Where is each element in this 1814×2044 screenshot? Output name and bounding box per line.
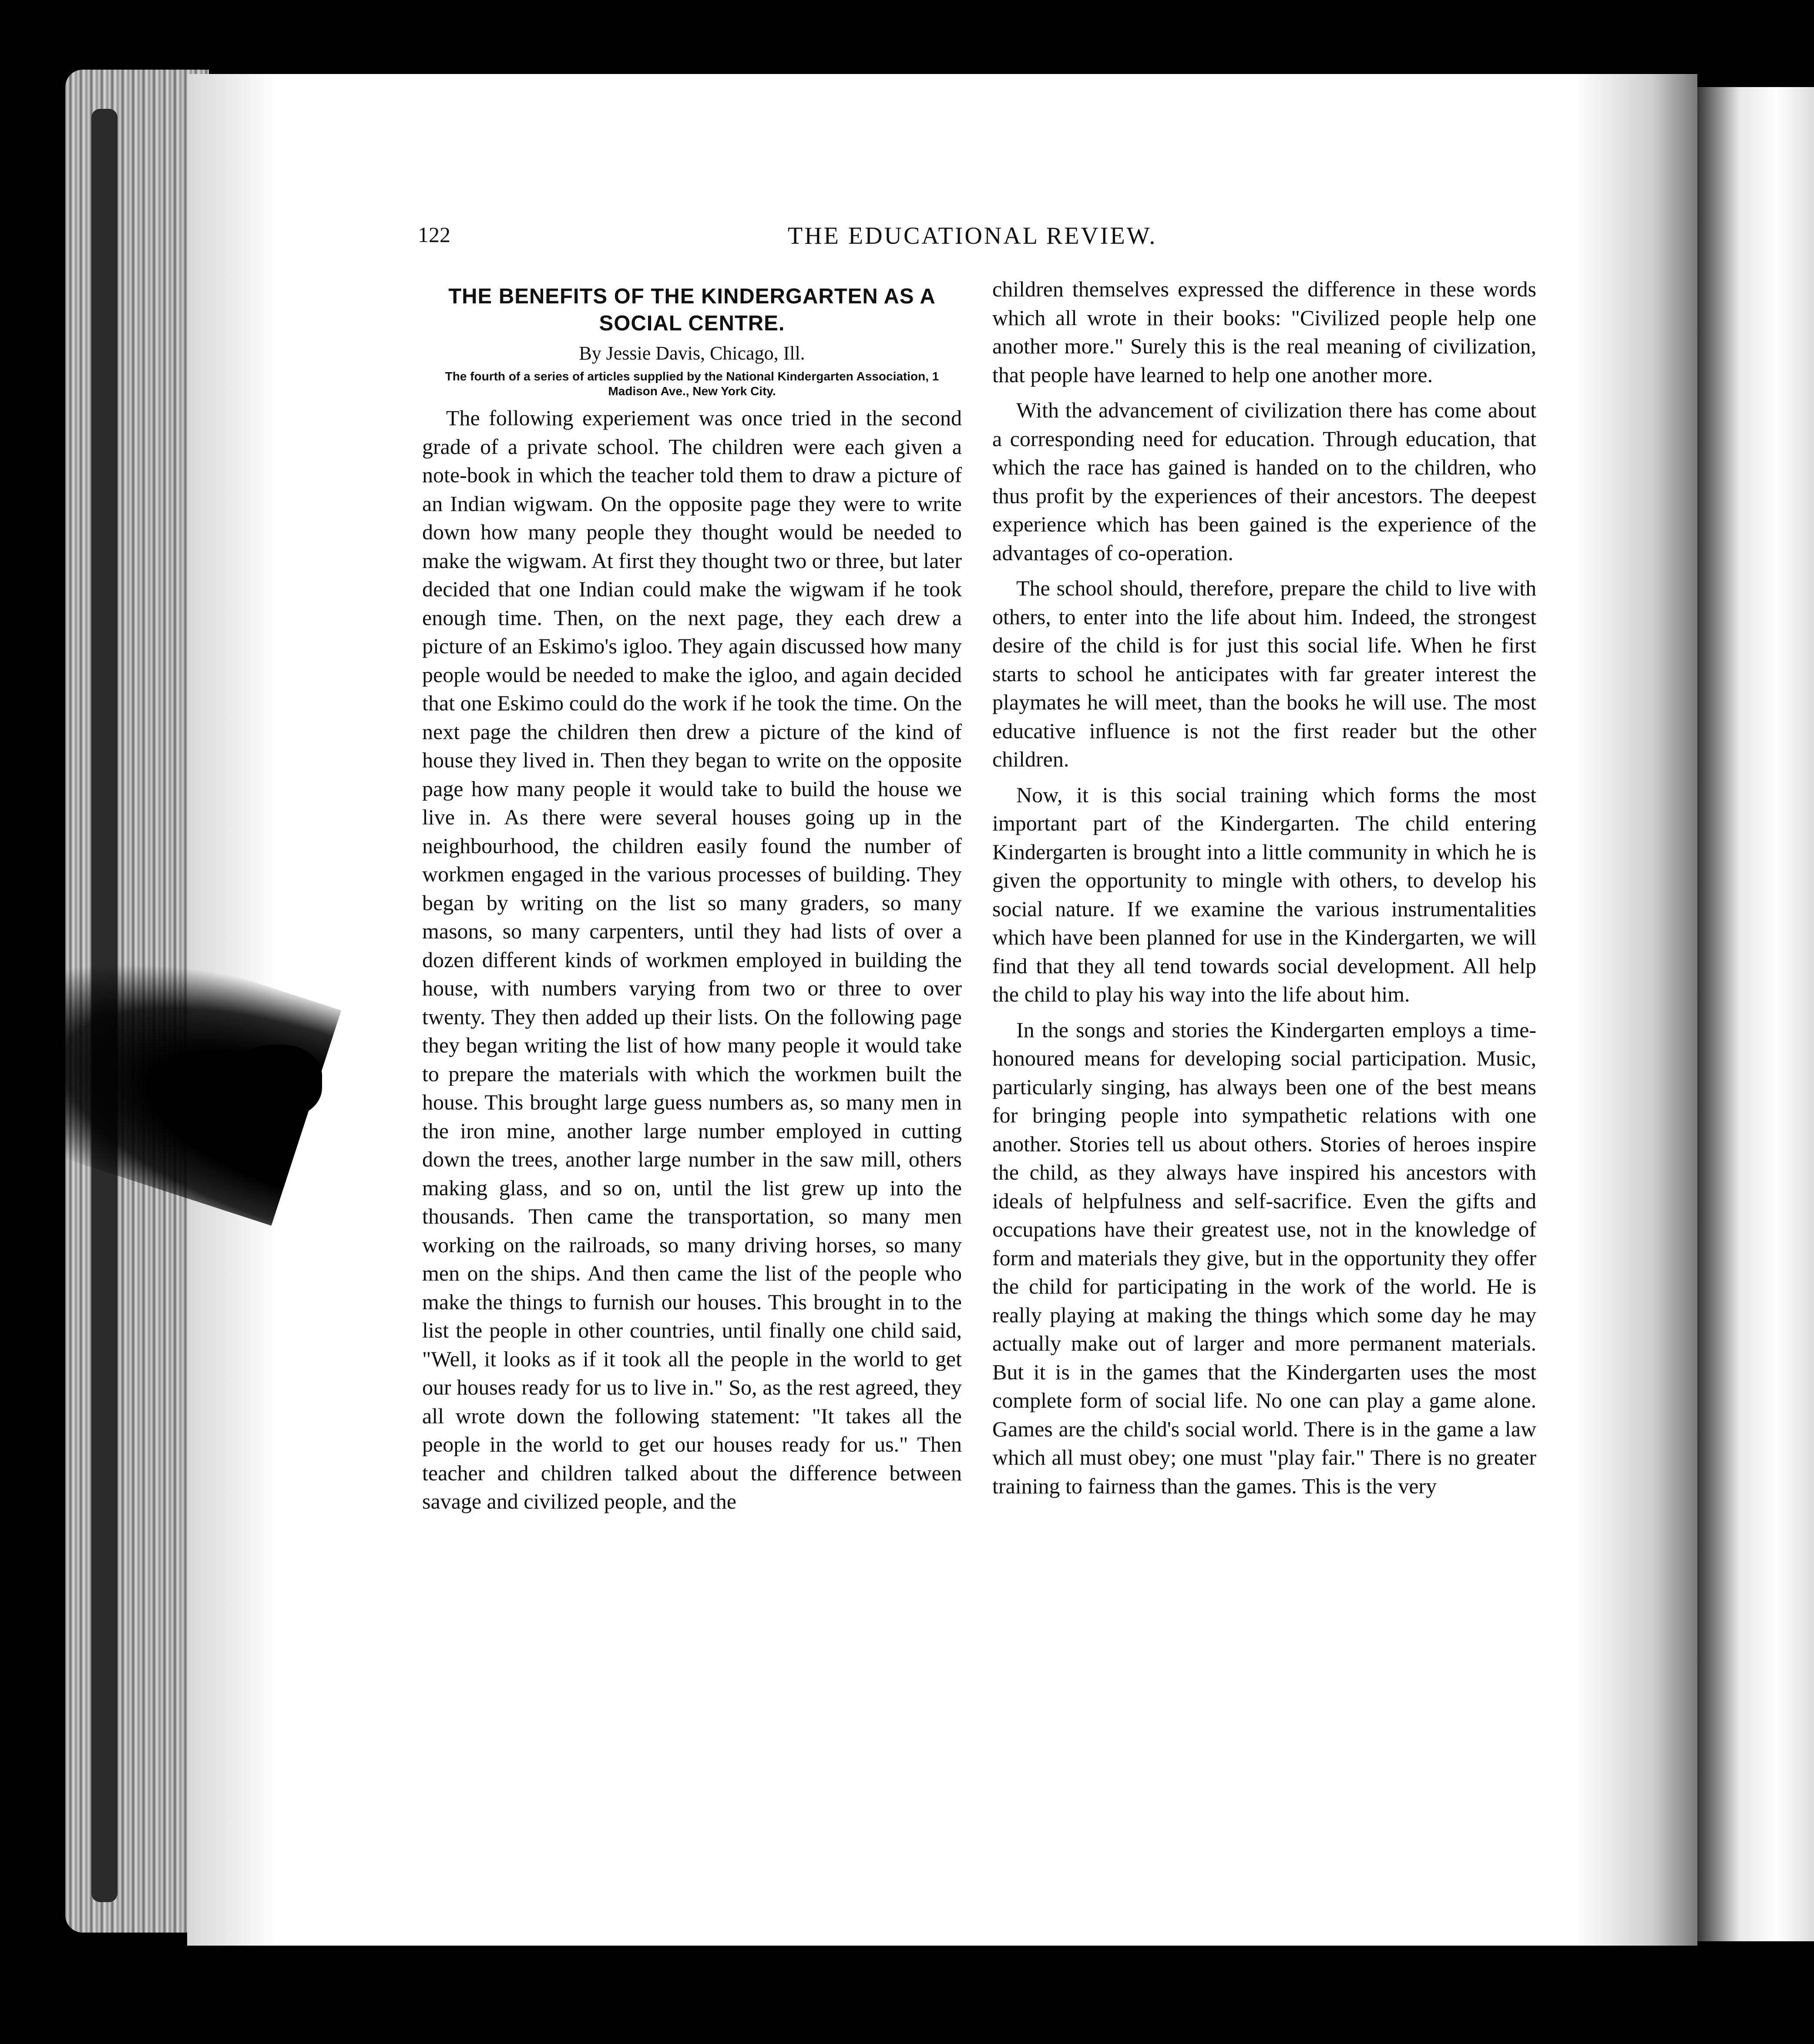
article-title: THE BENEFITS OF THE KINDERGARTEN AS A SOCIAL CENTRE. [448,285,936,335]
series-note: The fourth of a series of articles supplied by the National Kindergarten Association, 1 Madison Ave., New York City. [445,370,939,398]
left-column [422,283,962,1516]
page-number: 122 [418,222,450,247]
paragraph: The school should, therefore, prepare the child to live with others, to enter into the life about him. Indeed, the strongest desire of the child is for just this social life. When he first starts to school he anticipates with far greater interest the playmates he will meet, than the books he will use. The most educative influence is not the first reader but the other children. [992,576,1536,771]
right-column [992,275,1536,1500]
paragraph-continuation: children themselves expressed the difference in these words which all wrote in their books: "Civilized people help one another more." Surely this is the real meaning of civilization, that people have learned to help one another more. [992,277,1536,387]
article-byline: By Jessie Davis, Chicago, Ill. [579,343,805,364]
paragraph: Now, it is this social training which forms the most important part of the Kindergarten. The child entering Kindergarten is brought into a little community in which he is given the opportunity to mingle with others, to develop his social nature. If we examine the various instrumentalities which have been planned for use in the Kindergarten, we will find that they all tend towards social development. All help the child to play his way into the life about him. [992,782,1536,1006]
finger-tip-shadow [226,1045,322,1119]
running-head [418,222,1549,261]
facing-page-edge [1689,87,1814,1941]
journal-title: THE EDUCATIONAL REVIEW. [788,222,1157,249]
paragraph: With the advancement of civilization there has come about a corresponding need for education. Through education, that which the race has gained is handed on to the children, who thus profit by the experiences of their ancestors. The deepest experience which has been gained is the experience of the advantages of co-operation. [992,398,1536,565]
paragraph: The following experiement was once tried in the second grade of a private school. The children were each given a note-book in which the teacher told them to draw a picture of an Indian wigwam. On the opposite page they were to write down how many people they thought would be needed to make the wigwam. At first they thought two or three, but later decided that one Indian could make the wigwam if he took enough time. Then, on the next page, they each drew a picture of an Eskimo's igloo. They again discussed how many people would be needed to make the igloo, and again decided that one Eskimo could do the work if he took the time. On the next page the children then drew a picture of the kind of house they lived in. Then they began to write on the opposite page how many people it would take to build the house we live in. As there were several houses going up in the neighbourhood, the children easily found the number of workmen engaged in the various processes of building. They began by writing on the list so many graders, so many masons, so many carpenters, until they had lists of over a dozen different kinds of workmen employed in building the house, with numbers varying from two or three to over twenty. They then added up their lists. On the following page they began writing the list of how many people it would take to prepare the materials with which the workmen built the house. This brought large guess numbers as, so many men in the iron mine, another large number employed in cutting down the trees, another large number in the saw mill, others making glass, and so on, until the list grew up into the thousands. Then came the transportation, so many men working on the railroads, so many driving horses, so many men on the ships. And then came the list of the people who make the things to furnish our houses. This brought in to the list the people in other countries, until finally one child said, "Well, it looks as if it took all the people in the world to get our houses ready for us to live in." So, as the rest agreed, they all wrote down the following statement: "It takes all the people in the world to get our houses ready for us." Then teacher and children talked about the difference between savage and civilized people, and the [422,406,962,1513]
paragraph: In the songs and stories the Kindergarten employs a time-honoured means for developing social participation. Music, particularly singing, has always been one of the best means for bringing people into sympathetic relations with one another. Stories tell us about others. Stories of heroes inspire the child, as they always have inspired his ancestors with ideals of helpfulness and self-sacrifice. Even the gifts and occupations have their greatest use, not in the knowledge of form and materials they give, but in the opportunity they offer the child for participating in the work of the world. He is really playing at making the things which some day he may actually make out of larger and more permanent materials. But it is in the games that the Kindergarten uses the most complete form of social life. No one can play a game alone. Games are the child's social world. There is in the game a law which all must obey; one must "play fair." There is no greater training to fairness than the games. This is the very [992,1017,1536,1498]
